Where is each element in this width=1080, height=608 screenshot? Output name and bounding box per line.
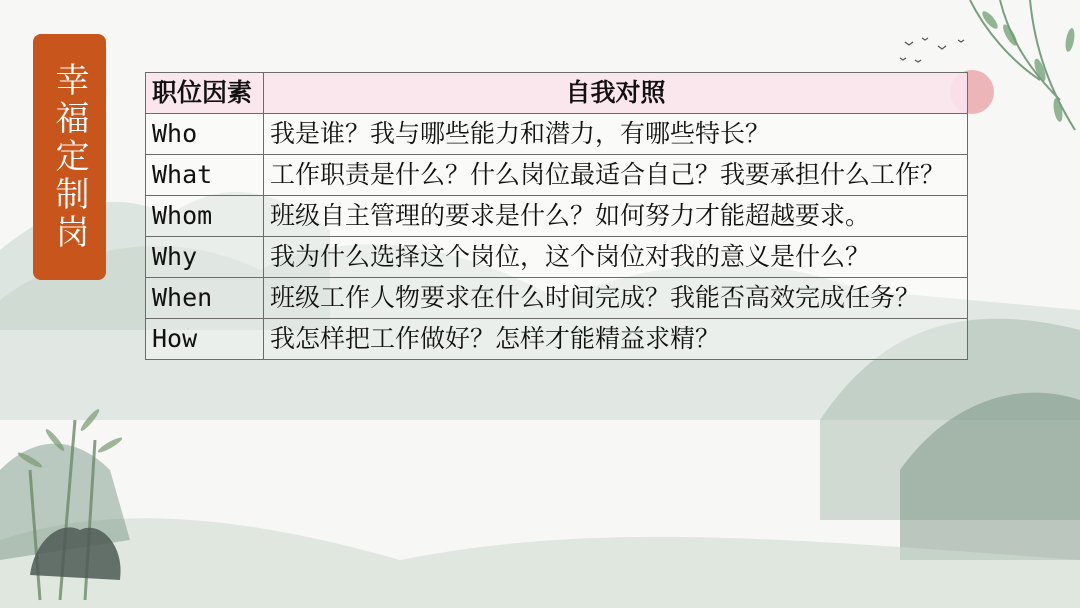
reflection-cell: 我是谁？我与哪些能力和潜力，有哪些特长？ [264,114,968,155]
reflection-cell: 班级工作人物要求在什么时间完成？我能否高效完成任务？ [264,278,968,319]
table-row [146,319,968,360]
table-row [146,155,968,196]
header-factor: 职位因素 [146,73,264,114]
header-self-reflection: 自我对照 [264,73,968,114]
reflection-cell: 我怎样把工作做好？怎样才能精益求精？ [264,319,968,360]
factor-cell: Who [146,114,264,155]
table-row [146,278,968,319]
slide-title: 幸福定制岗 [49,62,89,252]
reflection-cell: 工作职责是什么？什么岗位最适合自己？我要承担什么工作？ [264,155,968,196]
factor-cell: What [146,155,264,196]
factor-cell: Why [146,237,264,278]
reflection-cell: 我为什么选择这个岗位，这个岗位对我的意义是什么？ [264,237,968,278]
reflection-cell: 班级自主管理的要求是什么？如何努力才能超越要求。 [264,196,968,237]
factor-cell: How [146,319,264,360]
table-row [146,114,968,155]
birds [900,38,964,62]
table-header-row [146,73,968,114]
table-row [146,196,968,237]
slide-title-tag [33,34,106,280]
factor-cell: When [146,278,264,319]
self-reflection-table [145,72,968,360]
table-row [146,237,968,278]
factor-cell: Whom [146,196,264,237]
